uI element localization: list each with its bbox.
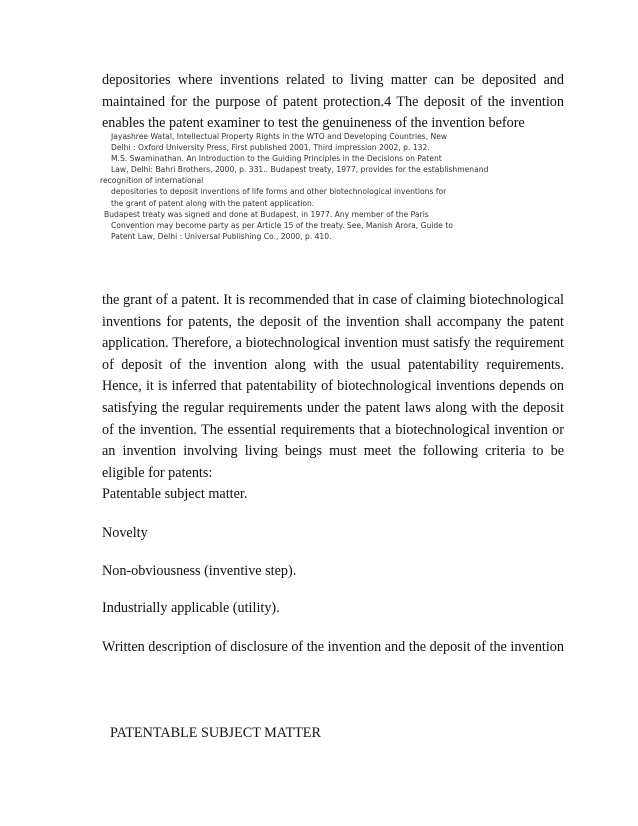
criterion-item: Written description of disclosure of the invention and the deposit of the invention: [102, 639, 564, 655]
criterion-item: Industrially applicable (utility).: [102, 600, 280, 616]
section-heading: PATENTABLE SUBJECT MATTER: [110, 725, 321, 741]
footnote-line: Delhi : Oxford University Press, First published 2001, Third impression 2002, p. 132.: [111, 143, 430, 153]
criterion-item: Patentable subject matter.: [102, 486, 248, 502]
footnote-line: Budapest treaty was signed and done at Budapest, in 1977. Any member of the Paris: [104, 209, 429, 219]
footnotes: [100, 131, 570, 242]
footnote-line: the grant of patent along with the patent application.: [111, 198, 315, 208]
criterion-item: Novelty: [102, 525, 148, 541]
footnote-line: depositories to deposit inventions of life forms and other biotechnological inventions for: [111, 187, 447, 197]
criterion-item: Non-obviousness (inventive step).: [102, 563, 297, 579]
footnote-line: M.S. Swaminathan. An Introduction to the Guiding Principles in the Decisions on Patent: [111, 154, 442, 164]
body-paragraph: the grant of a patent. It is recommended that in case of claiming biotechnological inventions for patents, the deposit of the invention shall accompany the patent application. Therefore, a biotechnological invention must satisfy the requirement of deposit of the invention along with the usual patentability requirements. Hence, it is inferred that patentability of biotechnological inventions depends on satisfying the regular requirements under the patent laws along with the deposit of the invention. The essential requirements that a biotechnological invention or an invention involving living beings must meet the following criteria to be eligible for patents:: [102, 292, 564, 481]
intro-paragraph: depositories where inventions related to living matter can be deposited and maintained for the purpose of patent protection.4 The deposit of the invention enables the patent examiner to test the genuineness of the invention before: [102, 72, 564, 131]
footnote-line: recognition of international: [100, 176, 204, 186]
footnote-line: Jayashree Watal, Intellectual Property Rights in the WTO and Developing Countries, New: [111, 132, 448, 141]
footnote-line: Convention may become party as per Article 15 of the treaty. See, Manish Arora, Guide to: [111, 220, 453, 230]
footnote-line: Patent Law, Delhi : Universal Publishing Co., 2000, p. 410.: [111, 231, 332, 241]
footnote-line: Law, Delhi: Bahri Brothers, 2000, p. 331.. Budapest treaty, 1977, provides for the establishmenand: [111, 165, 489, 175]
